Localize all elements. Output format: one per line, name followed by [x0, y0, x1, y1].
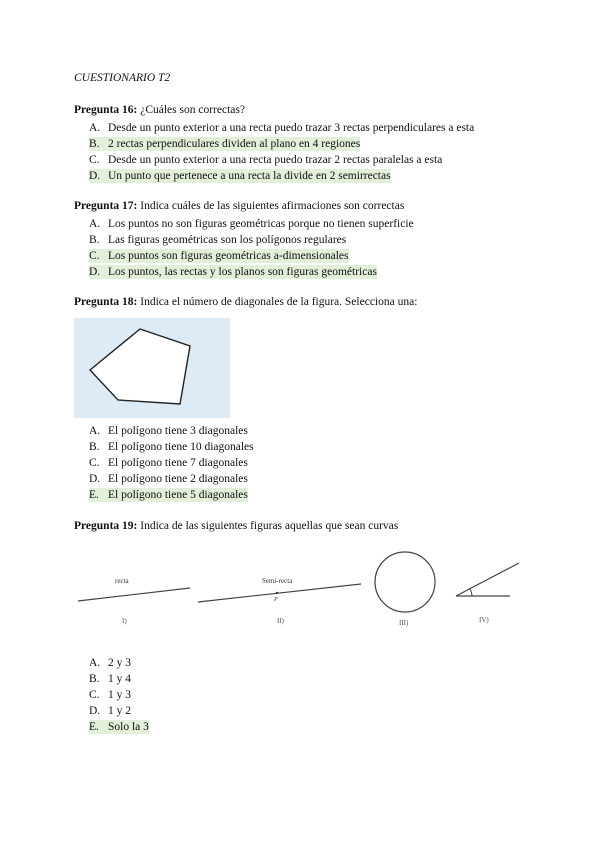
option-letter: B. [89, 234, 100, 246]
option-letter: D. [89, 473, 101, 485]
question-17-option-a[interactable] [89, 217, 414, 231]
option-text: El polígono tiene 3 diagonales [108, 425, 248, 437]
option-letter: E. [89, 721, 99, 733]
question-label: Pregunta 16: [74, 104, 138, 116]
question-16-heading [74, 104, 245, 116]
pentagon-shape [90, 329, 190, 404]
question-17-option-b[interactable] [89, 233, 346, 247]
question-19-option-a[interactable] [89, 656, 131, 670]
angle-arc [470, 589, 472, 596]
option-text: El polígono tiene 2 diagonales [108, 473, 248, 485]
option-letter: D. [89, 705, 101, 717]
question-16-option-b[interactable] [89, 137, 360, 151]
option-text: 1 y 4 [108, 673, 131, 685]
question-17-heading [74, 200, 404, 212]
question-19-option-b[interactable] [89, 672, 131, 686]
question-label: Pregunta 19: [74, 520, 138, 532]
option-text: Un punto que pertenece a una recta la divide en 2 semirrectas [108, 170, 391, 182]
option-letter: D. [89, 266, 101, 278]
numeral-1: I) [122, 617, 127, 625]
option-letter: C. [89, 154, 100, 166]
question-text: Indica el número de diagonales de la figura. Selecciona una: [137, 296, 418, 308]
option-letter: B. [89, 138, 100, 150]
option-text: El polígono tiene 7 diagonales [108, 457, 248, 469]
option-letter: A. [89, 122, 101, 134]
point-p-label: P [274, 597, 278, 603]
question-text: Indica de las siguientes figuras aquellas que sean curvas [137, 520, 399, 532]
question-18-option-b[interactable] [89, 440, 254, 454]
option-letter: D. [89, 170, 101, 182]
numeral-4: IV) [479, 616, 489, 624]
option-text: Desde un punto exterior a una recta puedo trazar 3 rectas perpendiculares a esta [108, 122, 475, 134]
numeral-2: II) [277, 617, 284, 625]
option-letter: B. [89, 441, 100, 453]
recta-line [78, 588, 190, 601]
numeral-3: III) [399, 619, 409, 627]
option-text: El polígono tiene 10 diagonales [108, 441, 254, 453]
option-letter: A. [89, 425, 101, 437]
option-text: Los puntos, las rectas y los planos son figuras geométricas [108, 266, 377, 278]
option-letter: A. [89, 218, 101, 230]
pentagon-figure [74, 318, 230, 418]
question-16-option-d[interactable] [89, 169, 391, 183]
question-18-heading [74, 296, 417, 308]
option-letter: E. [89, 489, 99, 501]
question-18-option-a[interactable] [89, 424, 248, 438]
question-18-option-d[interactable] [89, 472, 248, 486]
option-text: 2 y 3 [108, 657, 131, 669]
option-text: Las figuras geométricas son los polígonos regulares [108, 234, 347, 246]
option-letter: C. [89, 250, 100, 262]
question-17-option-d[interactable] [89, 265, 377, 279]
semirecta-line [198, 584, 361, 602]
question-19-option-e[interactable] [89, 720, 149, 734]
question-17-option-c[interactable] [89, 249, 349, 263]
option-text: Desde un punto exterior a una recta puedo trazar 2 rectas paralelas a esta [108, 154, 443, 166]
semirecta-label: Semi-recta [262, 577, 293, 585]
question-text: ¿Cuáles son correctas? [137, 104, 245, 116]
option-letter: B. [89, 673, 100, 685]
option-text: Los puntos no son figuras geométricas porque no tienen superficie [108, 218, 414, 230]
circle-shape [375, 552, 435, 612]
question-19-option-d[interactable] [89, 704, 131, 718]
question-19-option-c[interactable] [89, 688, 131, 702]
recta-label: recta [115, 577, 129, 585]
option-text: Los puntos son figuras geométricas a-dimensionales [108, 250, 349, 262]
question-label: Pregunta 18: [74, 296, 138, 308]
question-16-option-c[interactable] [89, 153, 442, 167]
question-18-option-e[interactable] [89, 488, 248, 502]
option-text: El polígono tiene 5 diagonales [108, 489, 248, 501]
option-text: 1 y 2 [108, 705, 131, 717]
angle-ray-2 [456, 563, 519, 596]
option-letter: C. [89, 689, 100, 701]
option-text: Solo la 3 [108, 721, 149, 733]
lines-figure [74, 550, 524, 630]
pentagon-drawing [74, 318, 230, 418]
option-letter: A. [89, 657, 101, 669]
question-label: Pregunta 17: [74, 200, 138, 212]
option-text: 1 y 3 [108, 689, 131, 701]
option-text: 2 rectas perpendiculares dividen al plano en 4 regiones [108, 138, 361, 150]
question-18-option-c[interactable] [89, 456, 248, 470]
point-p [276, 592, 278, 594]
question-text: Indica cuáles de las siguientes afirmaciones son correctas [137, 200, 405, 212]
question-19-heading [74, 520, 398, 532]
lines-drawing [74, 550, 524, 630]
option-letter: C. [89, 457, 100, 469]
question-16-option-a[interactable] [89, 121, 474, 135]
document-title: CUESTIONARIO T2 [74, 72, 171, 84]
